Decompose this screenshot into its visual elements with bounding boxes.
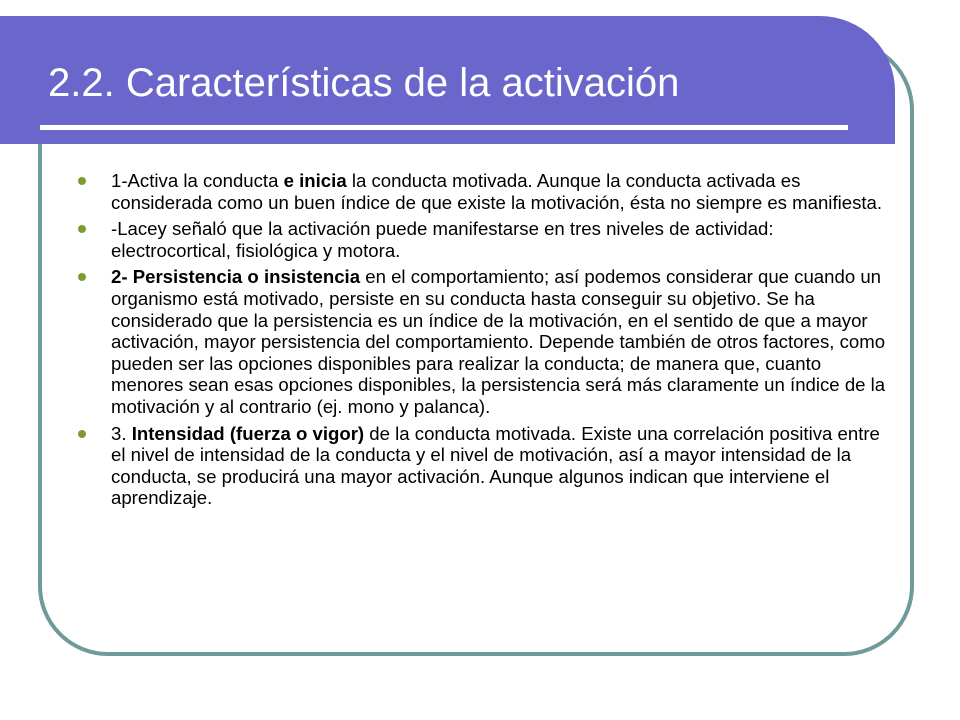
bullet-text-post: de la conducta motivada. Existe una correlación positiva entre el nivel de intensidad de la conducta y el nivel de motivación, así a mayor intensidad de la conducta, se producirá una mayor activación. Aunque algunos indican que interviene el aprendizaje.	[111, 422, 880, 509]
bullet-item-activation	[76, 170, 891, 213]
bullet-list	[76, 170, 891, 514]
bullet-text-bold: Intensidad (fuerza o vigor)	[131, 422, 365, 444]
bullet-item-persistence	[76, 266, 891, 417]
bullet-text-pre: 1-Activa la conducta	[111, 170, 284, 191]
bullet-text-bold: e inicia	[283, 170, 347, 191]
bullet-text-post: en el comportamiento; así podemos considerar que cuando un organismo está motivado, persiste en su conducta hasta conseguir su objetivo. Se ha considerado que la persistencia es un índice de la motivación, en el sentido de que a mayor activación, mayor persistencia del comportamiento. Depende también de otros factores, como pueden ser las opciones disponibles para realizar la conducta; de manera que, cuanto menores sean esas opciones disponibles, la persistencia será más claramente un índice de la motivación y al contrario (ej. mono y palanca).	[111, 266, 886, 417]
bullet-item-intensity	[76, 423, 891, 509]
bullet-item-lacey	[76, 218, 891, 261]
slide-title: 2.2. Características de la activación	[48, 61, 680, 105]
bullet-dot-icon	[78, 430, 86, 438]
bullet-text-bold: 2- Persistencia o insistencia	[111, 266, 361, 288]
bullet-dot-icon	[78, 177, 86, 185]
bullet-dot-icon	[78, 225, 86, 233]
bullet-text-pre: 3.	[111, 422, 132, 444]
bullet-dot-icon	[78, 273, 86, 281]
title-underline	[40, 125, 848, 130]
bullet-text-post: la conducta motivada. Aunque la conducta activada es considerada como un buen índice de que existe la motivación, ésta no siempre es manifiesta.	[111, 170, 883, 213]
bullet-text-pre: -Lacey señaló que la activación puede manifestarse en tres niveles de actividad: electrocortical, fisiológica y motora.	[111, 218, 774, 261]
